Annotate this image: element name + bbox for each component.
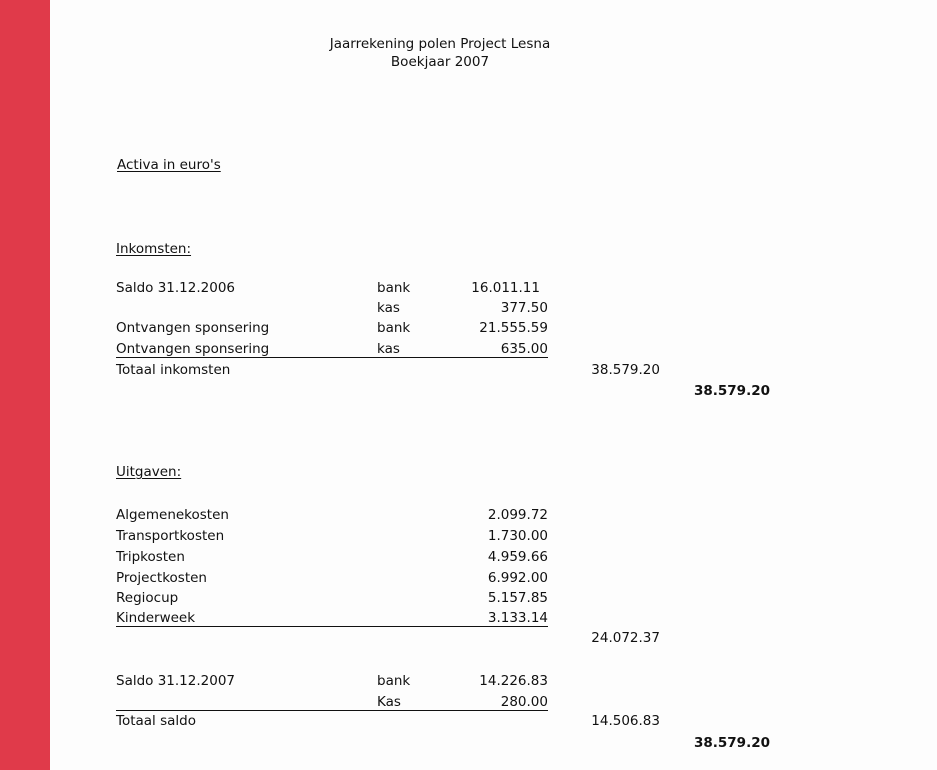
balance-row-type: Kas	[377, 694, 401, 710]
income-heading: Inkomsten:	[116, 241, 192, 257]
expenses-total-amount: 24.072.37	[591, 630, 660, 646]
income-row-amount: 635.00	[500, 341, 548, 357]
expense-row-amount: 6.992.00	[487, 570, 548, 586]
balance-row-amount: 14.226.83	[479, 673, 548, 689]
income-grand-total: 38.579.20	[693, 383, 770, 399]
income-total-amount: 38.579.20	[591, 362, 660, 378]
document-page	[50, 0, 937, 770]
income-total-label: Totaal inkomsten	[116, 362, 231, 378]
balance-subtotal-rule	[116, 710, 548, 711]
expense-row-label: Kinderweek	[116, 610, 196, 626]
income-row-amount: 377.50	[500, 300, 548, 316]
expenses-subtotal-rule	[116, 626, 548, 627]
expense-row-label: Transportkosten	[116, 528, 225, 544]
left-red-margin	[0, 0, 50, 770]
expenses-heading: Uitgaven:	[116, 464, 182, 480]
expense-row-label: Regiocup	[116, 590, 179, 606]
expense-row-amount: 1.730.00	[487, 528, 548, 544]
activa-heading: Activa in euro's	[117, 157, 221, 173]
balance-row-amount: 280.00	[500, 694, 548, 710]
expense-row-amount: 3.133.14	[487, 610, 548, 626]
income-subtotal-rule	[116, 357, 548, 358]
balance-total-amount: 14.506.83	[591, 713, 660, 729]
income-row-amount: 21.555.59	[479, 320, 548, 336]
income-row-label: Ontvangen sponsering	[116, 341, 270, 357]
income-row-type: kas	[377, 300, 400, 316]
balance-row-type: bank	[377, 673, 411, 689]
income-row-label: Ontvangen sponsering	[116, 320, 270, 336]
income-row-amount: 16.011.11	[471, 280, 540, 296]
document-title: Jaarrekening polen Project Lesna	[329, 36, 551, 52]
expense-row-label: Projectkosten	[116, 570, 207, 586]
expense-row-label: Tripkosten	[116, 549, 185, 565]
income-row-type: bank	[377, 320, 411, 336]
balance-grand-total: 38.579.20	[693, 735, 770, 751]
expense-row-amount: 2.099.72	[487, 507, 548, 523]
balance-row-label: Saldo 31.12.2007	[116, 673, 236, 689]
income-row-label: Saldo 31.12.2006	[116, 280, 236, 296]
balance-total-label: Totaal saldo	[116, 713, 196, 729]
expense-row-amount: 5.157.85	[487, 590, 548, 606]
document-subtitle: Boekjaar 2007	[390, 54, 490, 70]
income-row-type: bank	[377, 280, 411, 296]
expense-row-label: Algemenekosten	[116, 507, 229, 523]
expense-row-amount: 4.959.66	[487, 549, 548, 565]
income-row-type: kas	[377, 341, 400, 357]
